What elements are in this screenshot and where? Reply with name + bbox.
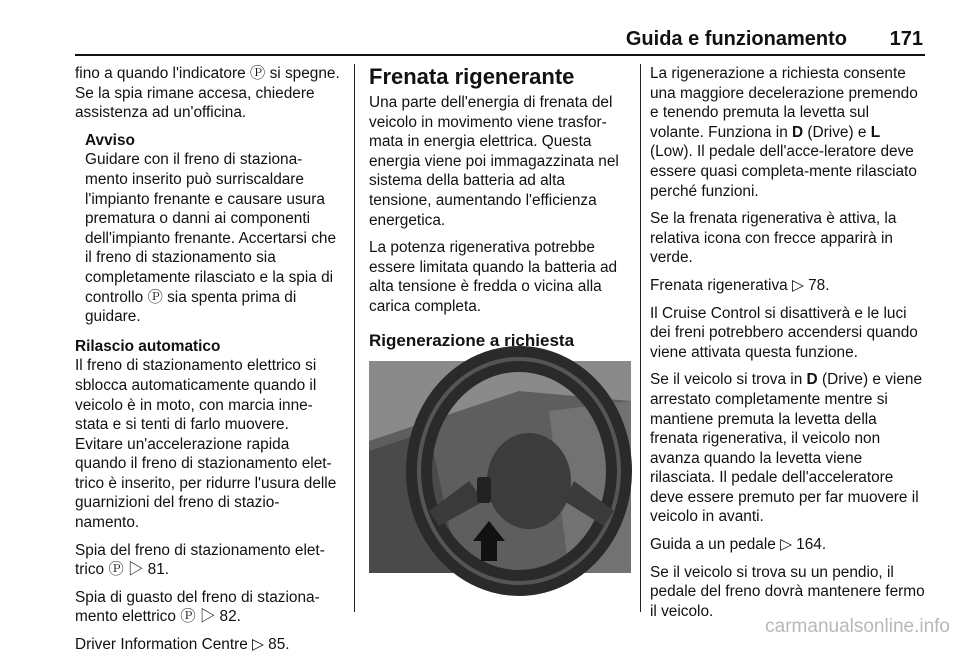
steering-wheel-photo bbox=[369, 361, 631, 573]
paragraph: Evitare un'accelerazione rapida quando il freno di stazionamento elet-trico è inserito, per ridurre l'usura delle guarnizioni del freno di stazio-namento. bbox=[75, 435, 337, 532]
header-rule bbox=[75, 54, 925, 56]
paragraph: La potenza rigenerativa potrebbe essere limitata quando la batteria ad alta tensione è fredda o vicina alla carica completa. bbox=[369, 239, 618, 315]
paragraph: Il freno di stazionamento elettrico si sblocca automaticamente quando il veicolo è in moto, con marcia inne-stata e si tenti di farlo muovere. bbox=[75, 357, 317, 434]
column-2 bbox=[369, 64, 631, 573]
page-number: 171 bbox=[889, 28, 923, 50]
watermark: carmanualsonline.info bbox=[765, 616, 950, 637]
steering-wheel-illustration bbox=[369, 361, 631, 573]
reference-link[interactable]: Spia di guasto del freno di staziona-mento elettrico Ⓟ ▷ 82. bbox=[75, 588, 320, 626]
notice-title: Avviso bbox=[85, 131, 135, 149]
paragraph: fino a quando l'indicatore Ⓟ si spegne. Se la spia rimane accesa, chiedere assistenza ad un'officina. bbox=[75, 65, 340, 122]
column-3 bbox=[650, 64, 926, 629]
paragraph: La rigenerazione a richiesta consente una maggiore decelerazione premendo e tenendo premuta la levetta sul volante. Funziona in D (Drive) e L (Low). Il pedale dell'acce-leratore deve essere quasi completa-mente rilasciato perché funzioni. bbox=[650, 65, 918, 200]
notice-body: Guidare con il freno di staziona-mento inserito può surriscaldare l'impianto frenante e causare usura prematura o danni ai componenti dell'impianto frenante. Accertarsi che il freno di stazionamento sia completamente rilasciato e la spia di controllo Ⓟ sia spenta prima di guidare. bbox=[85, 151, 337, 326]
column-divider-2 bbox=[640, 64, 641, 612]
reference-link[interactable]: Spia del freno di stazionamento elet-trico Ⓟ ▷ 81. bbox=[75, 541, 325, 579]
subheading-regen-on-demand: Rigenerazione a richiesta bbox=[369, 330, 575, 350]
reference-link[interactable]: Guida a un pedale ▷ 164. bbox=[650, 536, 827, 554]
column-1 bbox=[75, 64, 343, 663]
heading-regenerative-braking: Frenata rigenerante bbox=[369, 64, 575, 89]
subheading-auto-release: Rilascio automatico bbox=[75, 337, 221, 355]
paragraph: Se la frenata rigenerativa è attiva, la relativa icona con frecce apparirà in verde. bbox=[650, 210, 897, 267]
page-header bbox=[75, 28, 925, 52]
reference-link[interactable]: Driver Information Centre ▷ 85. bbox=[75, 636, 290, 654]
notice-box bbox=[75, 131, 343, 327]
paragraph: Se il veicolo si trova su un pendio, il pedale del freno dovrà mantenere fermo il veicolo. bbox=[650, 563, 925, 620]
paragraph: Il Cruise Control si disattiverà e le luci dei freni potrebbero accendersi quando viene attivata questa funzione. bbox=[650, 304, 918, 361]
column-divider-1 bbox=[354, 64, 355, 612]
reference-link[interactable]: Frenata rigenerativa ▷ 78. bbox=[650, 276, 830, 294]
section-title: Guida e funzionamento bbox=[625, 28, 847, 50]
paragraph: Una parte dell'energia di frenata del veicolo in movimento viene trasfor-mata in energia elettrica. Questa energia viene poi immagazzinata nel sistema della batteria ad alta tensione, aumentando l'efficienza energetica. bbox=[369, 94, 619, 229]
paragraph: Se il veicolo si trova in D (Drive) e viene arrestato completamente mentre si mantiene premuta la levetta della frenata rigenerativa, il veicolo non avanza quando la levetta viene rilasciata. Il pedale dell'acceleratore deve essere premuto per far muovere il veicolo in avanti. bbox=[650, 371, 923, 526]
